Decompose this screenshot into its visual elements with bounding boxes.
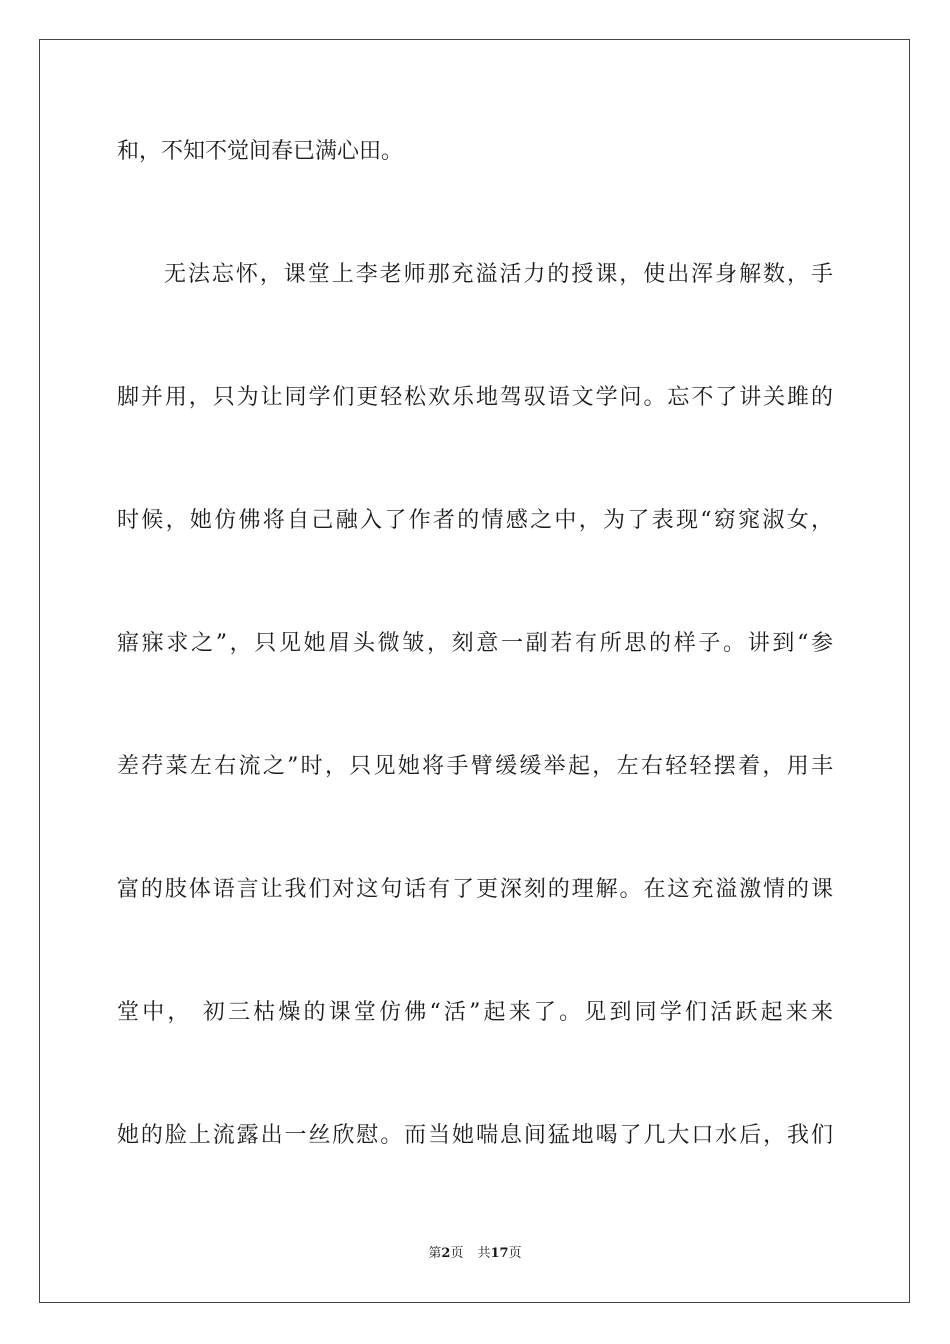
- text-line-2: 无法忘怀，课堂上李老师那充溢活力的授课，使出浑身解数，手: [164, 262, 833, 287]
- text-line-5: 寤寐求之”，只见她眉头微皱，刻意一副若有所思的样子。讲到“参: [117, 631, 833, 656]
- text-line-1: 和，不知不觉间春已满心田。: [117, 139, 404, 164]
- page-footer: [0, 1245, 950, 1263]
- text-line-9: 她的脸上流露出一丝欣慰。而当她喘息间猛地喝了几大口水后，我们: [117, 1123, 833, 1148]
- page-border: [39, 39, 910, 1303]
- text-line-4: 时候，她仿佛将自己融入了作者的情感之中，为了表现“窈窕淑女，: [117, 508, 833, 533]
- text-line-8: 堂中， 初三枯燥的课堂仿佛“活”起来了。见到同学们活跃起来来: [117, 1000, 833, 1025]
- text-line-7: 富的肢体语言让我们对这句话有了更深刻的理解。在这充溢激情的课: [117, 877, 833, 902]
- page-prefix: 第: [428, 1246, 442, 1261]
- total-pages: 17: [490, 1246, 509, 1261]
- page-number: 2: [441, 1246, 451, 1261]
- total-suffix: 页: [508, 1246, 522, 1261]
- total-prefix: 共: [477, 1246, 491, 1261]
- page-suffix: 页: [450, 1246, 464, 1261]
- text-line-3: 脚并用，只为让同学们更轻松欢乐地驾驭语文学问。忘不了讲关雎的: [117, 385, 833, 410]
- text-line-6: 差荇菜左右流之”时，只见她将手臂缓缓举起，左右轻轻摆着，用丰: [117, 754, 833, 779]
